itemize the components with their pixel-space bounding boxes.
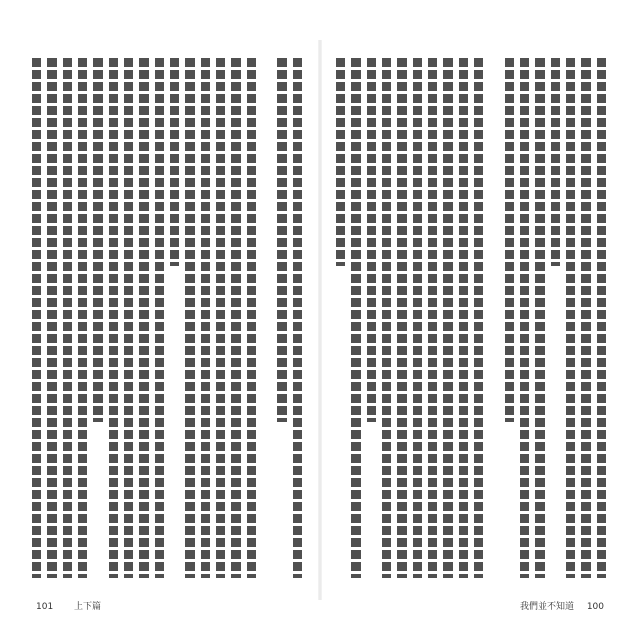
text-column [351, 58, 360, 578]
text-column [535, 58, 544, 578]
text-column [336, 58, 345, 266]
text-column [93, 58, 102, 422]
text-column [185, 58, 194, 578]
text-column [428, 58, 437, 578]
text-column [474, 58, 483, 578]
text-column [397, 58, 406, 578]
text-column [124, 58, 133, 578]
left-page-body-text [32, 58, 302, 578]
paragraph-gap [262, 58, 271, 578]
page-number: 100 [586, 602, 604, 612]
paragraph-gap [489, 58, 498, 578]
text-column [277, 58, 286, 422]
text-column [566, 58, 575, 578]
text-column [520, 58, 529, 578]
text-column [459, 58, 468, 578]
right-page-body-text [336, 58, 606, 578]
text-column [247, 58, 256, 578]
right-page [320, 0, 640, 640]
text-column [231, 58, 240, 578]
running-head: 上下篇 [74, 602, 102, 612]
text-column [443, 58, 452, 578]
text-column [551, 58, 560, 266]
text-column [47, 58, 56, 578]
text-column [109, 58, 118, 578]
text-column [170, 58, 179, 266]
text-column [597, 58, 606, 578]
page-number: 101 [36, 602, 54, 612]
text-column [201, 58, 210, 578]
text-column [216, 58, 225, 578]
text-column [139, 58, 148, 578]
text-column [382, 58, 391, 578]
text-column [78, 58, 87, 578]
text-column [293, 58, 302, 578]
text-column [505, 58, 514, 422]
text-column [63, 58, 72, 578]
text-column [413, 58, 422, 578]
text-column [581, 58, 590, 578]
text-column [32, 58, 41, 578]
text-column [155, 58, 164, 578]
text-column [367, 58, 376, 422]
running-head: 我們並不知道 [519, 602, 574, 612]
